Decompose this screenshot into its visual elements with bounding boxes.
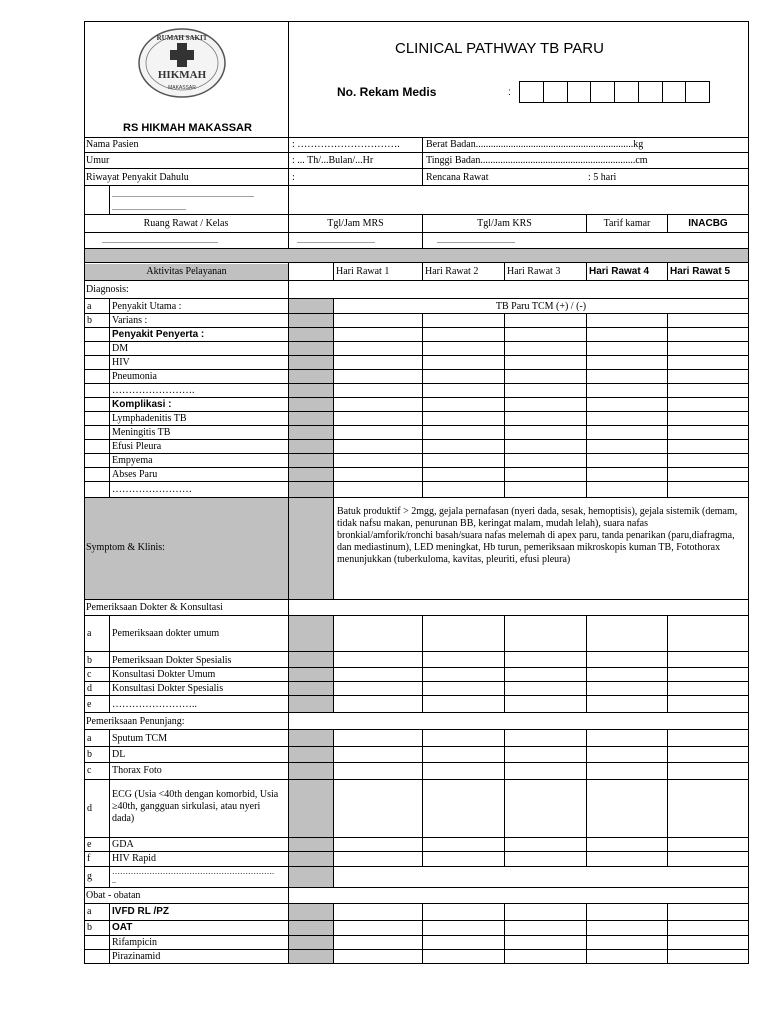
diag-a-label: Penyakit Utama :: [112, 301, 182, 312]
penyerta-item[interactable]: …………………….: [112, 385, 195, 396]
diagnosis-heading: Diagnosis:: [86, 284, 129, 295]
aktivitas-header: Aktivitas Pelayanan: [146, 266, 227, 277]
page-title: CLINICAL PATHWAY TB PARU: [395, 40, 604, 57]
mrs-dots[interactable]: .......................................: [297, 236, 375, 245]
pem-key: d: [87, 683, 92, 694]
komplikasi-item: Abses Paru: [112, 469, 158, 480]
pem-label: Pemeriksaan dokter umum: [112, 628, 220, 639]
day-4-header: Hari Rawat 4: [589, 266, 650, 277]
obat-label: IVFD RL /PZ: [112, 906, 170, 917]
inacbg-header: INACBG: [688, 218, 728, 229]
day-2-header: Hari Rawat 2: [425, 266, 479, 277]
symptom-label: Symptom & Klinis:: [86, 542, 165, 553]
riwayat-dots-1[interactable]: .......................................................................: [112, 190, 254, 199]
nama-value[interactable]: : ………………………….: [292, 139, 400, 150]
logo-text-top: RUMAH SAKIT: [156, 34, 208, 42]
pen-g-tail: ..: [112, 876, 116, 885]
krs-dots[interactable]: .......................................: [437, 236, 515, 245]
komplikasi-item[interactable]: ……………………: [112, 484, 192, 495]
pen-key: e: [87, 839, 92, 850]
penyerta-item: HIV: [112, 357, 130, 368]
pem-label[interactable]: ……………………..: [112, 699, 197, 710]
pen-key: c: [87, 765, 92, 776]
logo-text-bottom: MAKASSAR: [168, 85, 196, 91]
umur-label: Umur: [86, 155, 110, 166]
riwayat-value[interactable]: :: [292, 172, 295, 183]
rekam-medis-boxes[interactable]: [519, 81, 710, 103]
komplikasi-item: Lymphadenitis TB: [112, 413, 187, 424]
day-1-header: Hari Rawat 1: [336, 266, 390, 277]
pen-key: b: [87, 749, 92, 760]
day-5-header: Hari Rawat 5: [670, 266, 731, 277]
pem-label: Konsultasi Dokter Spesialis: [112, 683, 224, 694]
pen-label: ECG (Usia <40th dengan komorbid, Usia ≥40th, gangguan sirkulasi, atau nyeri dada): [112, 789, 279, 824]
obat-label: Rifampicin: [112, 937, 157, 948]
riwayat-dots-2[interactable]: .....................................: [112, 203, 186, 212]
ruang-rawat-header: Ruang Rawat / Kelas: [143, 218, 229, 229]
penyerta-item: Pneumonia: [112, 371, 157, 382]
komplikasi-item: Empyema: [112, 455, 153, 466]
rencana-label: Rencana Rawat: [426, 172, 489, 183]
day-3-header: Hari Rawat 3: [507, 266, 561, 277]
hospital-name: RS HIKMAH MAKASSAR: [123, 122, 252, 134]
hospital-logo: [137, 27, 227, 99]
symptom-text: Batuk produktif > 2mgg, gejala pernafasan (nyeri dada, sesak, hemoptisis), gejala sistemik (demam, tidak nafsu makan, penurunan BB, keringat malam, mudah lelah), suara nafas bronkial/amforik/ronchi basah/suara nafas melemah di apex paru, tanda penarikan (paru,diafragma, dan mediastinum), LED meningkat, Hb turun, pemeriksaan mikroskopis kuman TB, Fotothorax menunjukkan (tuberkuloma, kavitas, pleuriti, efusi pleura): [337, 506, 738, 565]
pen-label: GDA: [112, 839, 134, 850]
pemeriksaan-heading: Pemeriksaan Dokter & Konsultasi: [86, 602, 223, 613]
separator-band: [85, 249, 748, 262]
obat-heading: Obat - obatan: [86, 890, 141, 901]
nama-label: Nama Pasien: [86, 139, 139, 150]
ruang-dots[interactable]: ..........................................................: [102, 236, 218, 245]
obat-label: Pirazinamid: [112, 951, 161, 962]
pen-label[interactable]: …………………………………………………….: [112, 867, 274, 876]
obat-label: OAT: [112, 922, 133, 933]
pen-key: g: [87, 871, 92, 882]
pen-label: Sputum TCM: [112, 733, 168, 744]
pem-key: a: [87, 628, 92, 639]
pem-key: c: [87, 669, 92, 680]
pen-label: DL: [112, 749, 126, 760]
tgl-mrs-header: Tgl/Jam MRS: [327, 218, 384, 229]
tinggi-label[interactable]: Tinggi Badan..............................................................cm: [426, 155, 648, 166]
obat-key: a: [87, 906, 92, 917]
berat-label[interactable]: Berat Badan...............................................................kg: [426, 139, 644, 150]
pen-key: d: [87, 803, 92, 814]
penunjang-heading: Pemeriksaan Penunjang:: [86, 716, 185, 727]
diag-b-key: b: [87, 315, 92, 326]
tarif-header: Tarif kamar: [603, 218, 651, 229]
rekam-medis-label: No. Rekam Medis: [337, 85, 437, 99]
diag-a-key: a: [87, 301, 92, 312]
obat-key: b: [87, 922, 92, 933]
pen-key: f: [87, 853, 91, 864]
komplikasi-item: Efusi Pleura: [112, 441, 162, 452]
pem-key: b: [87, 655, 92, 666]
komplikasi-item: Meningitis TB: [112, 427, 171, 438]
pem-label: Konsultasi Dokter Umum: [112, 669, 216, 680]
rekam-medis-colon: :: [508, 87, 511, 98]
pem-key: e: [87, 699, 92, 710]
pen-label: HIV Rapid: [112, 853, 156, 864]
pen-key: a: [87, 733, 92, 744]
penyerta-heading: Penyakit Penyerta :: [112, 329, 205, 340]
riwayat-label: Riwayat Penyakit Dahulu: [86, 172, 189, 183]
penyerta-item: DM: [112, 343, 129, 354]
logo-text-mid: HIKMAH: [157, 69, 207, 81]
pem-label: Pemeriksaan Dokter Spesialis: [112, 655, 232, 666]
diag-b-label: Varians :: [112, 315, 148, 326]
rencana-value: : 5 hari: [588, 172, 617, 183]
tgl-krs-header: Tgl/Jam KRS: [477, 218, 532, 229]
tb-paru-text[interactable]: TB Paru TCM (+) / (-): [495, 301, 587, 312]
komplikasi-heading: Komplikasi :: [112, 399, 172, 410]
pen-label: Thorax Foto: [112, 765, 162, 776]
umur-value[interactable]: : ... Th/...Bulan/...Hr: [292, 155, 374, 166]
